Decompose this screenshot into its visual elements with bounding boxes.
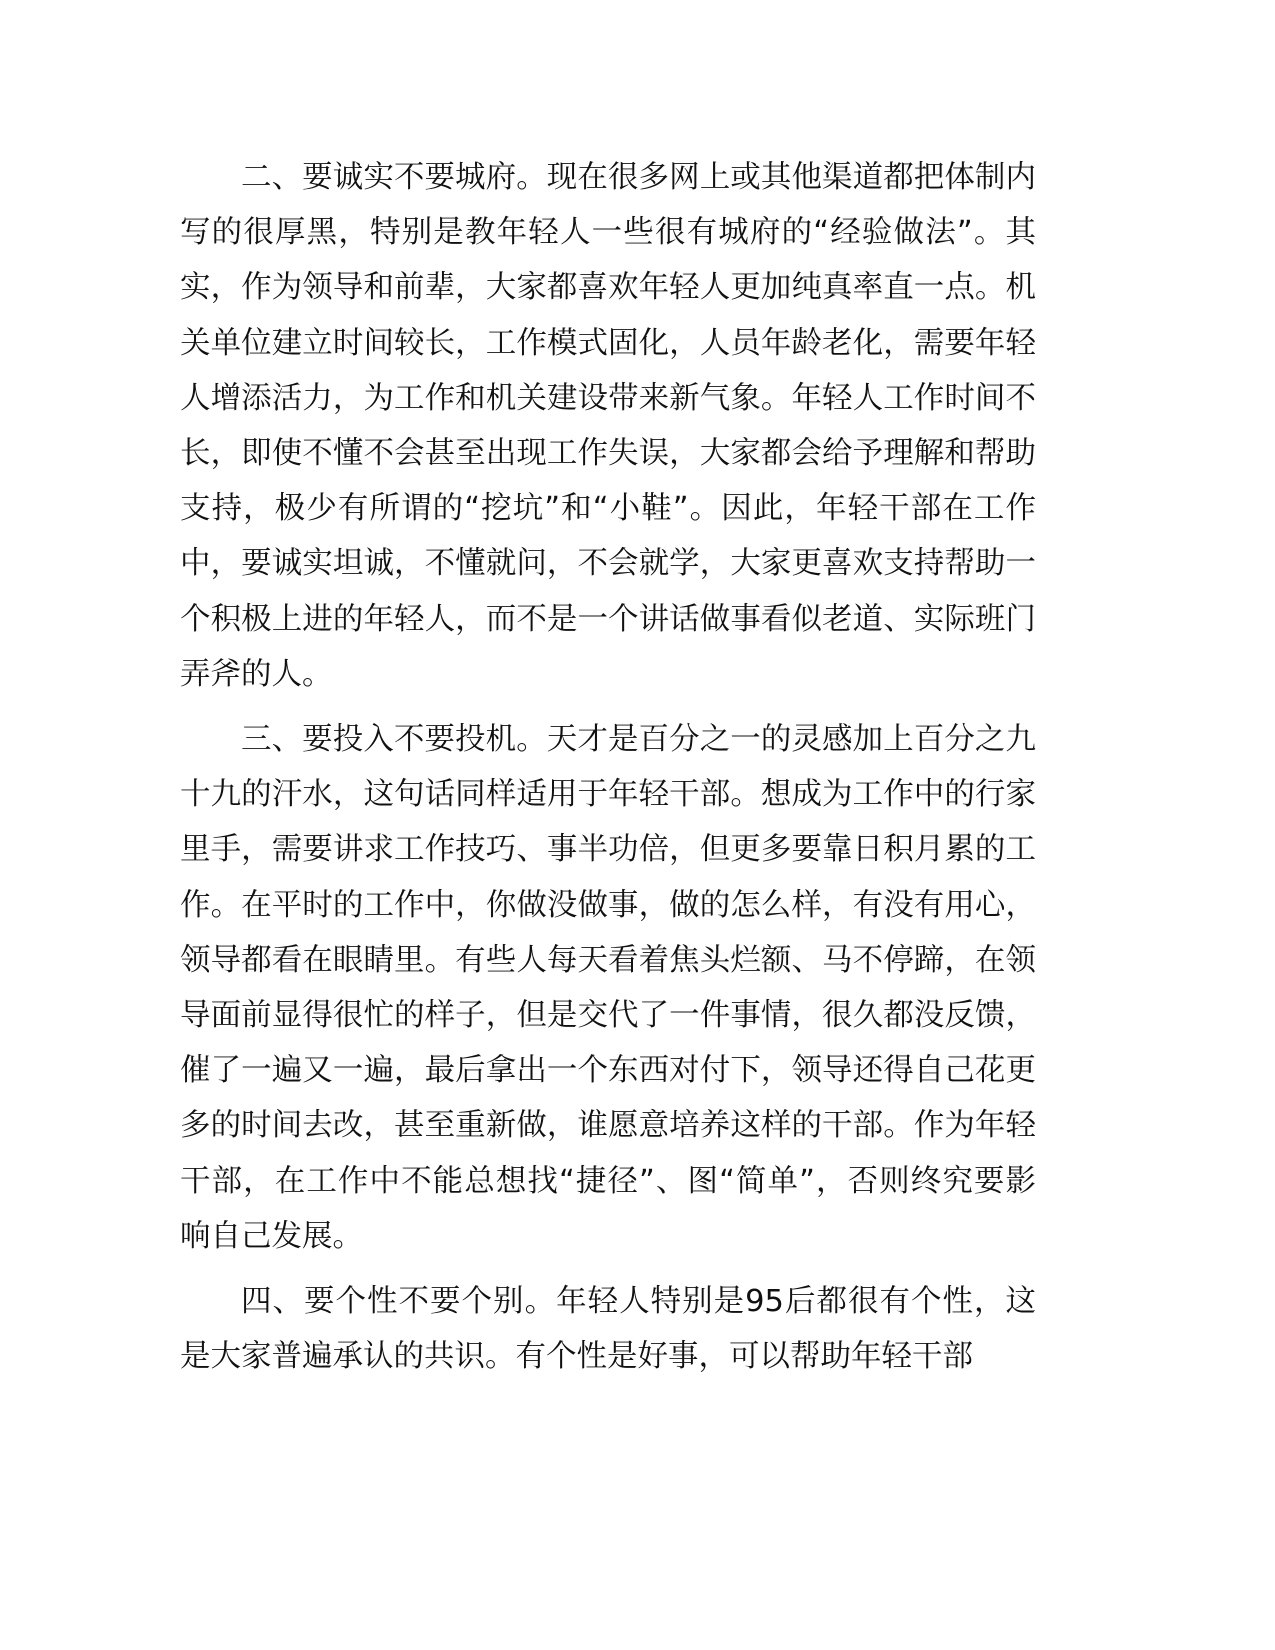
document-body <box>180 150 1036 1384</box>
paragraph-individuality: 四、要个性不要个别。年轻人特别是95后都很有个性，这是大家普遍承认的共识。有个性是好事，可以帮助年轻干部 <box>180 1284 1036 1375</box>
paragraph-honesty: 二、要诚实不要城府。现在很多网上或其他渠道都把体制内写的很厚黑，特别是教年轻人一些很有城府的“经验做法”。其实，作为领导和前辈，大家都喜欢年轻人更加纯真率直一点。机关单位建立时间较长，工作模式固化，人员年龄老化，需要年轻人增添活力，为工作和机关建设带来新气象。年轻人工作时间不长，即使不懂不会甚至出现工作失误，大家都会给予理解和帮助支持，极少有所谓的“挖坑”和“小鞋”。因此，年轻干部在工作中，要诚实坦诚，不懂就问，不会就学，大家更喜欢支持帮助一个积极上进的年轻人，而不是一个讲话做事看似老道、实际班门弄斧的人。 <box>180 160 1036 692</box>
paragraph-dedication: 三、要投入不要投机。天才是百分之一的灵感加上百分之九十九的汗水，这句话同样适用于年轻干部。想成为工作中的行家里手，需要讲求工作技巧、事半功倍，但更多要靠日积月累的工作。在平时的工作中，你做没做事，做的怎么样，有没有用心，领导都看在眼睛里。有些人每天看着焦头烂额、马不停蹄，在领导面前显得很忙的样子，但是交代了一件事情，很久都没反馈，催了一遍又一遍，最后拿出一个东西对付下，领导还得自己花更多的时间去改，甚至重新做，谁愿意培养这样的干部。作为年轻干部，在工作中不能总想找“捷径”、图“简单”，否则终究要影响自己发展。 <box>180 722 1036 1254</box>
